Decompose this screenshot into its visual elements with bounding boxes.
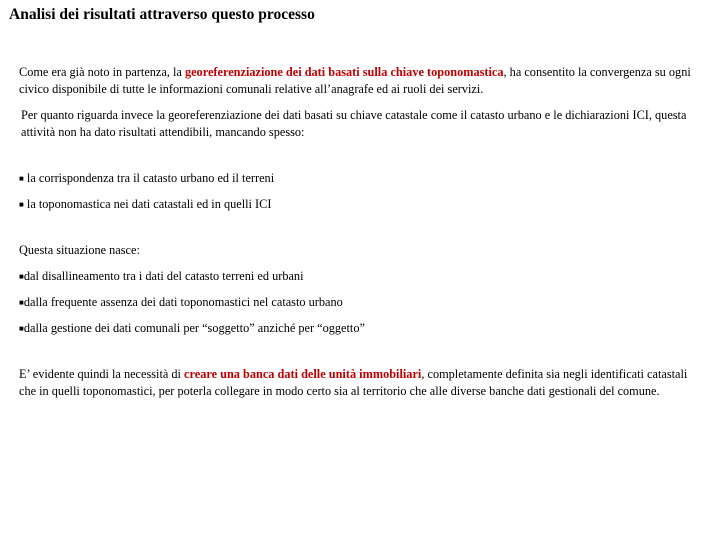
- paragraph-text: , ha consentito la convergenza su ogni civico disponibile di tutte le informazioni comunali relative all’anagrafe ed ai ruoli dei servizi.: [19, 65, 691, 96]
- list-item: [19, 170, 699, 187]
- list-item: [19, 294, 699, 311]
- list-item: [19, 196, 699, 213]
- square-bullet-icon: ■: [19, 200, 24, 209]
- paragraph-georeferencing-result: [19, 64, 699, 98]
- slide-title: Analisi dei risultati attraverso questo processo: [9, 6, 315, 23]
- highlight-property-database: creare una banca dati delle unità immobiliari: [184, 367, 422, 381]
- list-item-text: la toponomastica nei dati catastali ed in quelli ICI: [26, 197, 272, 211]
- list-item-text: dalla frequente assenza dei dati toponomastici nel catasto urbano: [23, 295, 343, 309]
- square-bullet-icon: ■: [19, 324, 24, 333]
- paragraph-text: , completamente definita sia negli identificati catastali che in quelli toponomastici, per poterla collegare in modo certo sia al territorio che alle diverse banche dati gestionali del comune.: [19, 367, 688, 398]
- paragraph-text: E’ evidente quindi la necessità di: [19, 367, 185, 381]
- square-bullet-icon: ■: [19, 298, 24, 307]
- highlight-toponymic-key: georeferenziazione dei dati basati sulla chiave toponomastica: [184, 65, 504, 79]
- square-bullet-icon: ■: [19, 174, 24, 183]
- list-item: [19, 268, 699, 285]
- list-item: [19, 320, 699, 337]
- paragraph-cadastral-key: Per quanto riguarda invece la georeferenziazione dei dati basati su chiave catastale come il catasto urbano e le dichiarazioni ICI, questa attività non ha dato risultati attendibili, mancando spesso:: [21, 108, 687, 139]
- list-item-text: dalla gestione dei dati comunali per “soggetto” anziché per “oggetto”: [23, 321, 365, 335]
- paragraph-text: Come era già noto in partenza, la: [19, 65, 185, 79]
- slide-body: [19, 64, 699, 400]
- list-item-text: dal disallineamento tra i dati del catasto terreni ed urbani: [23, 269, 304, 283]
- square-bullet-icon: ■: [19, 272, 24, 281]
- paragraph-conclusion: [19, 366, 699, 400]
- list-item-text: la corrispondenza tra il catasto urbano ed il terreni: [26, 171, 275, 185]
- paragraph-situation-intro: Questa situazione nasce:: [19, 243, 140, 257]
